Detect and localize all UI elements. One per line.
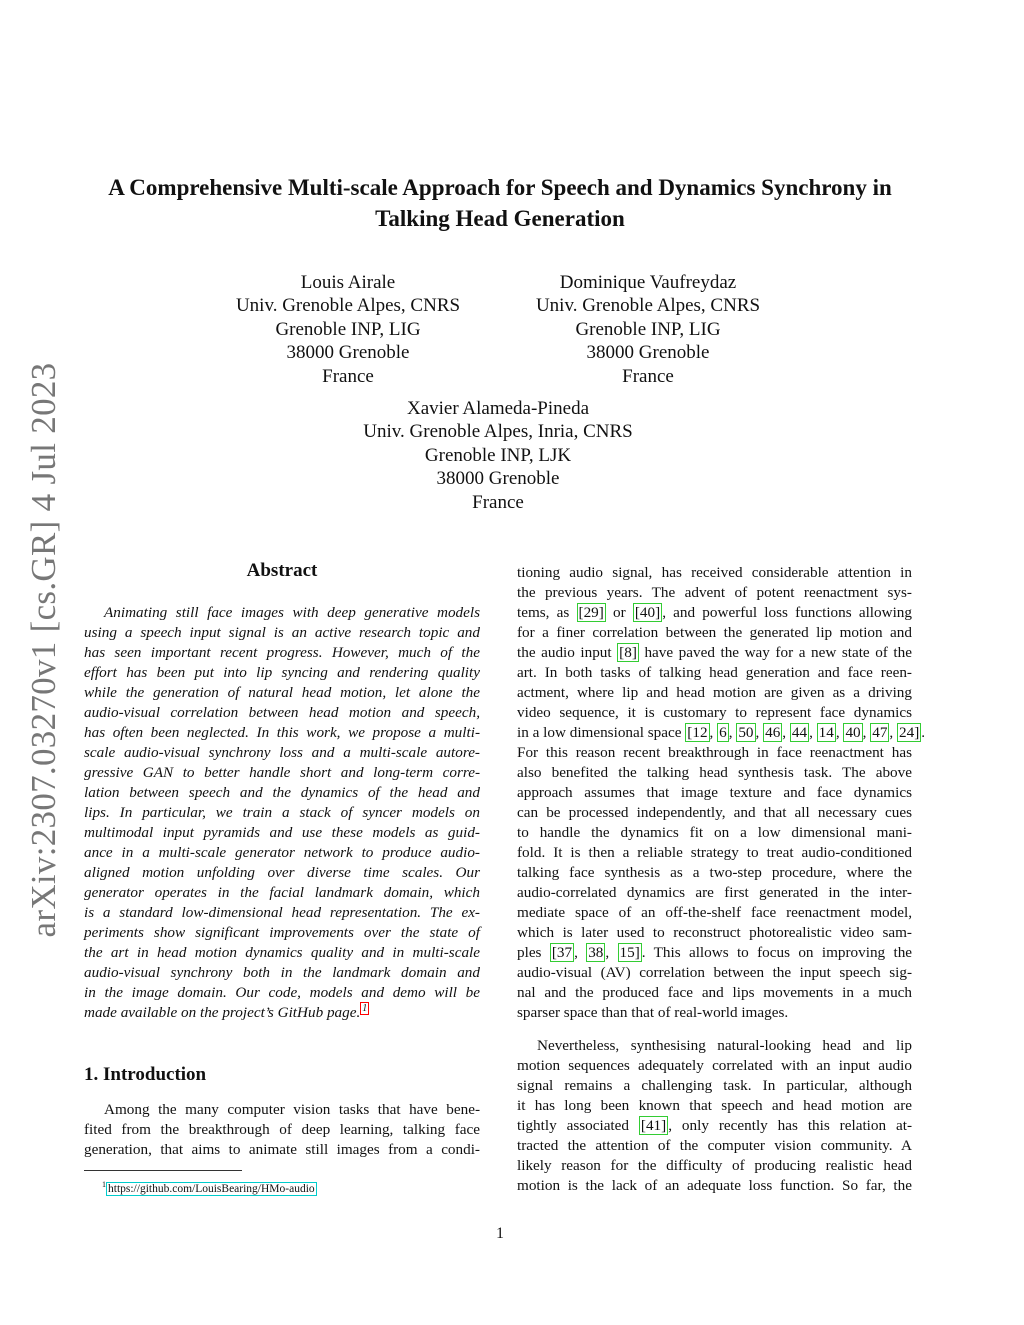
author-block-1 [198,271,498,388]
abstract-line: while the generation of natural head motion, let alone the [84,684,480,701]
body-line: mediate space of an off-the-shelf face reenactment model, [517,904,912,921]
abstract-line: the art in head motion dynamics quality and in multi-scale [84,944,480,961]
author-city: 38000 Grenoble [586,342,710,364]
abstract-line: ance in a multi-scale generator network to produce audio- [84,844,480,861]
abstract-body [84,603,480,1023]
body-line: approach assumes that image texture and face dynamics [517,784,912,801]
citation-link[interactable]: 15] [619,944,640,961]
page-number: 1 [496,1225,504,1242]
abstract-line: scale audio-visual synchrony loss and a multi-scale autore- [84,744,480,761]
abstract-line: in the image domain. Our code, models and demo will be [84,984,480,1001]
author-affiliation: Grenoble INP, LJK [424,444,572,466]
citation-link[interactable]: [37 [551,944,573,961]
title-line-1: A Comprehensive Multi-scale Approach for Speech and Dynamics Synchrony in [108,175,892,200]
author-affiliation: Grenoble INP, LIG [275,318,421,340]
abstract-line: periments show significant improvements over the state of [84,924,480,941]
author-name: Xavier Alameda-Pineda [406,398,589,419]
body-line: also benefited the talking head synthesis task. The above [517,764,912,781]
body-line: Nevertheless, synthesising natural-looking head and lip [537,1037,912,1054]
abstract-last-line-text: made available on the project’s GitHub page. [84,1004,361,1021]
citation-link[interactable]: [29] [578,604,604,621]
citation-link[interactable]: [40] [634,604,661,621]
author-affiliation: Univ. Grenoble Alpes, Inria, CNRS [363,421,633,443]
body-line: motion sequences adequately correlated with an input audio [517,1057,912,1074]
github-link[interactable]: https://github.com/LouisBearing/HMo-audio [108,1182,315,1195]
footnote-number: 1 [102,1180,106,1189]
body-line: video sequence, it is customary to represent face dynamics [517,704,912,721]
citation-link[interactable]: 6 [719,724,727,741]
body-line: For this reason recent breakthrough in face reenactment has [517,744,912,761]
body-line: art. In both tasks of talking head generation and face reen- [517,664,912,681]
intro-line: Among the many computer vision tasks that have bene- [104,1101,480,1118]
body-line: signal remains a challenging task. In particular, although [517,1077,912,1094]
body-line: actment, where lip and head motion are given as a driving [517,684,912,701]
author-affiliation: Grenoble INP, LIG [575,318,721,340]
abstract-line: audio-visual synchrony both in the landmark domain and [84,964,480,981]
body-line: likely reason for the difficulty of producing realistic head [517,1157,912,1174]
author-city: 38000 Grenoble [286,342,410,364]
citation-link[interactable]: 24] [899,724,920,741]
abstract-line: using a speech input signal is an active research topic and [84,624,480,641]
text-run: . This allows to focus on improving the [641,944,913,961]
abstract-line: Animating still face images with deep generative models [104,604,480,621]
body-line: the previous years. The advent of potent reenactment sys- [517,584,912,601]
text-run: . [921,724,926,741]
text-run: ples [517,944,550,961]
citation-link[interactable]: 44 [791,724,808,741]
text-run: or [605,604,633,621]
paper-title [60,172,940,234]
body-line: for a finer correlation between the generated lip motion and [517,624,912,641]
abstract-line: has often been neglected. In this work, we propose a multi- [84,724,480,741]
author-country: France [472,491,524,513]
footnote-rule [84,1170,242,1171]
abstract-line: effort has been put into lip syncing and rendering quality [84,664,480,681]
body-line: nal and the produced face and lips movements in a much [517,984,912,1001]
body-line [517,603,912,623]
intro-line: fited from the breakthrough of deep learning, talking face [84,1121,480,1138]
text-run: tightly associated [517,1117,639,1134]
author-affiliation: Univ. Grenoble Alpes, CNRS [535,295,761,317]
introduction-body [84,1100,480,1160]
author-block-3 [298,397,698,514]
body-line [517,643,912,663]
citation-link[interactable]: 46 [765,724,781,741]
abstract-line: gressive GAN to better handle short and long-term corre- [84,764,480,781]
citation-link[interactable]: 14 [818,724,834,741]
body-line: tioning audio signal, has received considerable attention in [517,564,912,581]
body-line: talking face synthesis as a two-step procedure, where the [517,864,912,881]
abstract-line: has seen important recent progress. However, much of the [84,644,480,661]
citation-link[interactable]: 50 [738,724,754,741]
abstract-line: lips. In particular, we train a stack of syncer models on [84,804,480,821]
citation-link[interactable]: [41] [640,1117,667,1134]
abstract-line: multimodal input pyramids and use these models as guid- [84,824,480,841]
citation-link[interactable]: 47 [872,724,888,741]
abstract-last-line [84,1003,480,1023]
body-line: motion is the lack of an adequate loss function. So far, the [517,1177,912,1194]
author-name: Louis Airale [300,272,396,293]
body-line: ples [37 , 38 , 15] . This allows to focus on improving the [517,944,913,961]
body-line: fold. It is then a reliable strategy to treat audio-conditioned [517,844,912,861]
author-block-2 [498,271,798,388]
abstract-line: aligned motion unfolding over diverse time scales. Our [84,864,480,881]
citation-link[interactable]: 40 [845,724,861,741]
text-run: the audio input [517,644,618,661]
body-line: audio-correlated dynamics are first generated in the inter- [517,884,912,901]
body-line: in a low dimensional space [12 , 6 , 50 , 46 , 44 , 14 , 40 , 47 , 24] . [517,724,926,741]
text-run: , and powerful loss functions allowing [662,604,912,621]
body-line: which is later used to reconstruct photorealistic video sam- [517,924,912,941]
footnote-link-mark[interactable]: 1 [362,1002,368,1014]
body-line: to handle the dynamics fit on a low dimensional mani- [517,824,912,841]
text-run: have paved the way for a new state of the [638,644,912,661]
author-city: 38000 Grenoble [436,468,560,490]
abstract-heading: Abstract [246,560,318,581]
introduction-heading: 1. Introduction [84,1064,207,1085]
footnote [102,1178,317,1196]
abstract-line: lation between speech and the dynamics of the head and [84,784,480,801]
author-affiliation: Univ. Grenoble Alpes, CNRS [235,295,461,317]
author-name: Dominique Vaufreydaz [559,272,737,293]
body-line: tracted the attention of the computer vision community. A [517,1137,912,1154]
right-column [517,563,926,1196]
text-run: , only recently has this relation at- [668,1117,912,1134]
body-line [517,1116,912,1136]
abstract-line: is a standard low-dimensional head representation. The ex- [84,904,480,921]
abstract-line: audio-visual correlation between head motion and speech, [84,704,480,721]
abstract-line: generator operates in the facial landmark domain, which [84,884,480,901]
citation-link[interactable]: [12 [687,724,708,741]
text-run: tems, as [517,604,577,621]
arxiv-identifier-text: arXiv:2307.03270v1 [cs.GR] 4 Jul 2023 [24,362,63,938]
body-line: can be processed independently, and that all necessary cues [517,804,912,821]
intro-line: generation, that aims to animate still images from a condi- [84,1141,480,1158]
body-line: it has long been known that speech and head motion are [517,1097,912,1114]
citation-link[interactable]: 38 [588,944,604,961]
body-line: audio-visual (AV) correlation between the input speech sig- [517,964,912,981]
author-country: France [622,365,674,387]
text-run: in a low dimensional space [517,724,686,741]
title-line-2: Talking Head Generation [375,206,625,231]
body-line: sparser space than that of real-world images. [517,1004,789,1021]
author-country: France [322,365,374,387]
citation-link[interactable]: [8] [619,644,637,661]
